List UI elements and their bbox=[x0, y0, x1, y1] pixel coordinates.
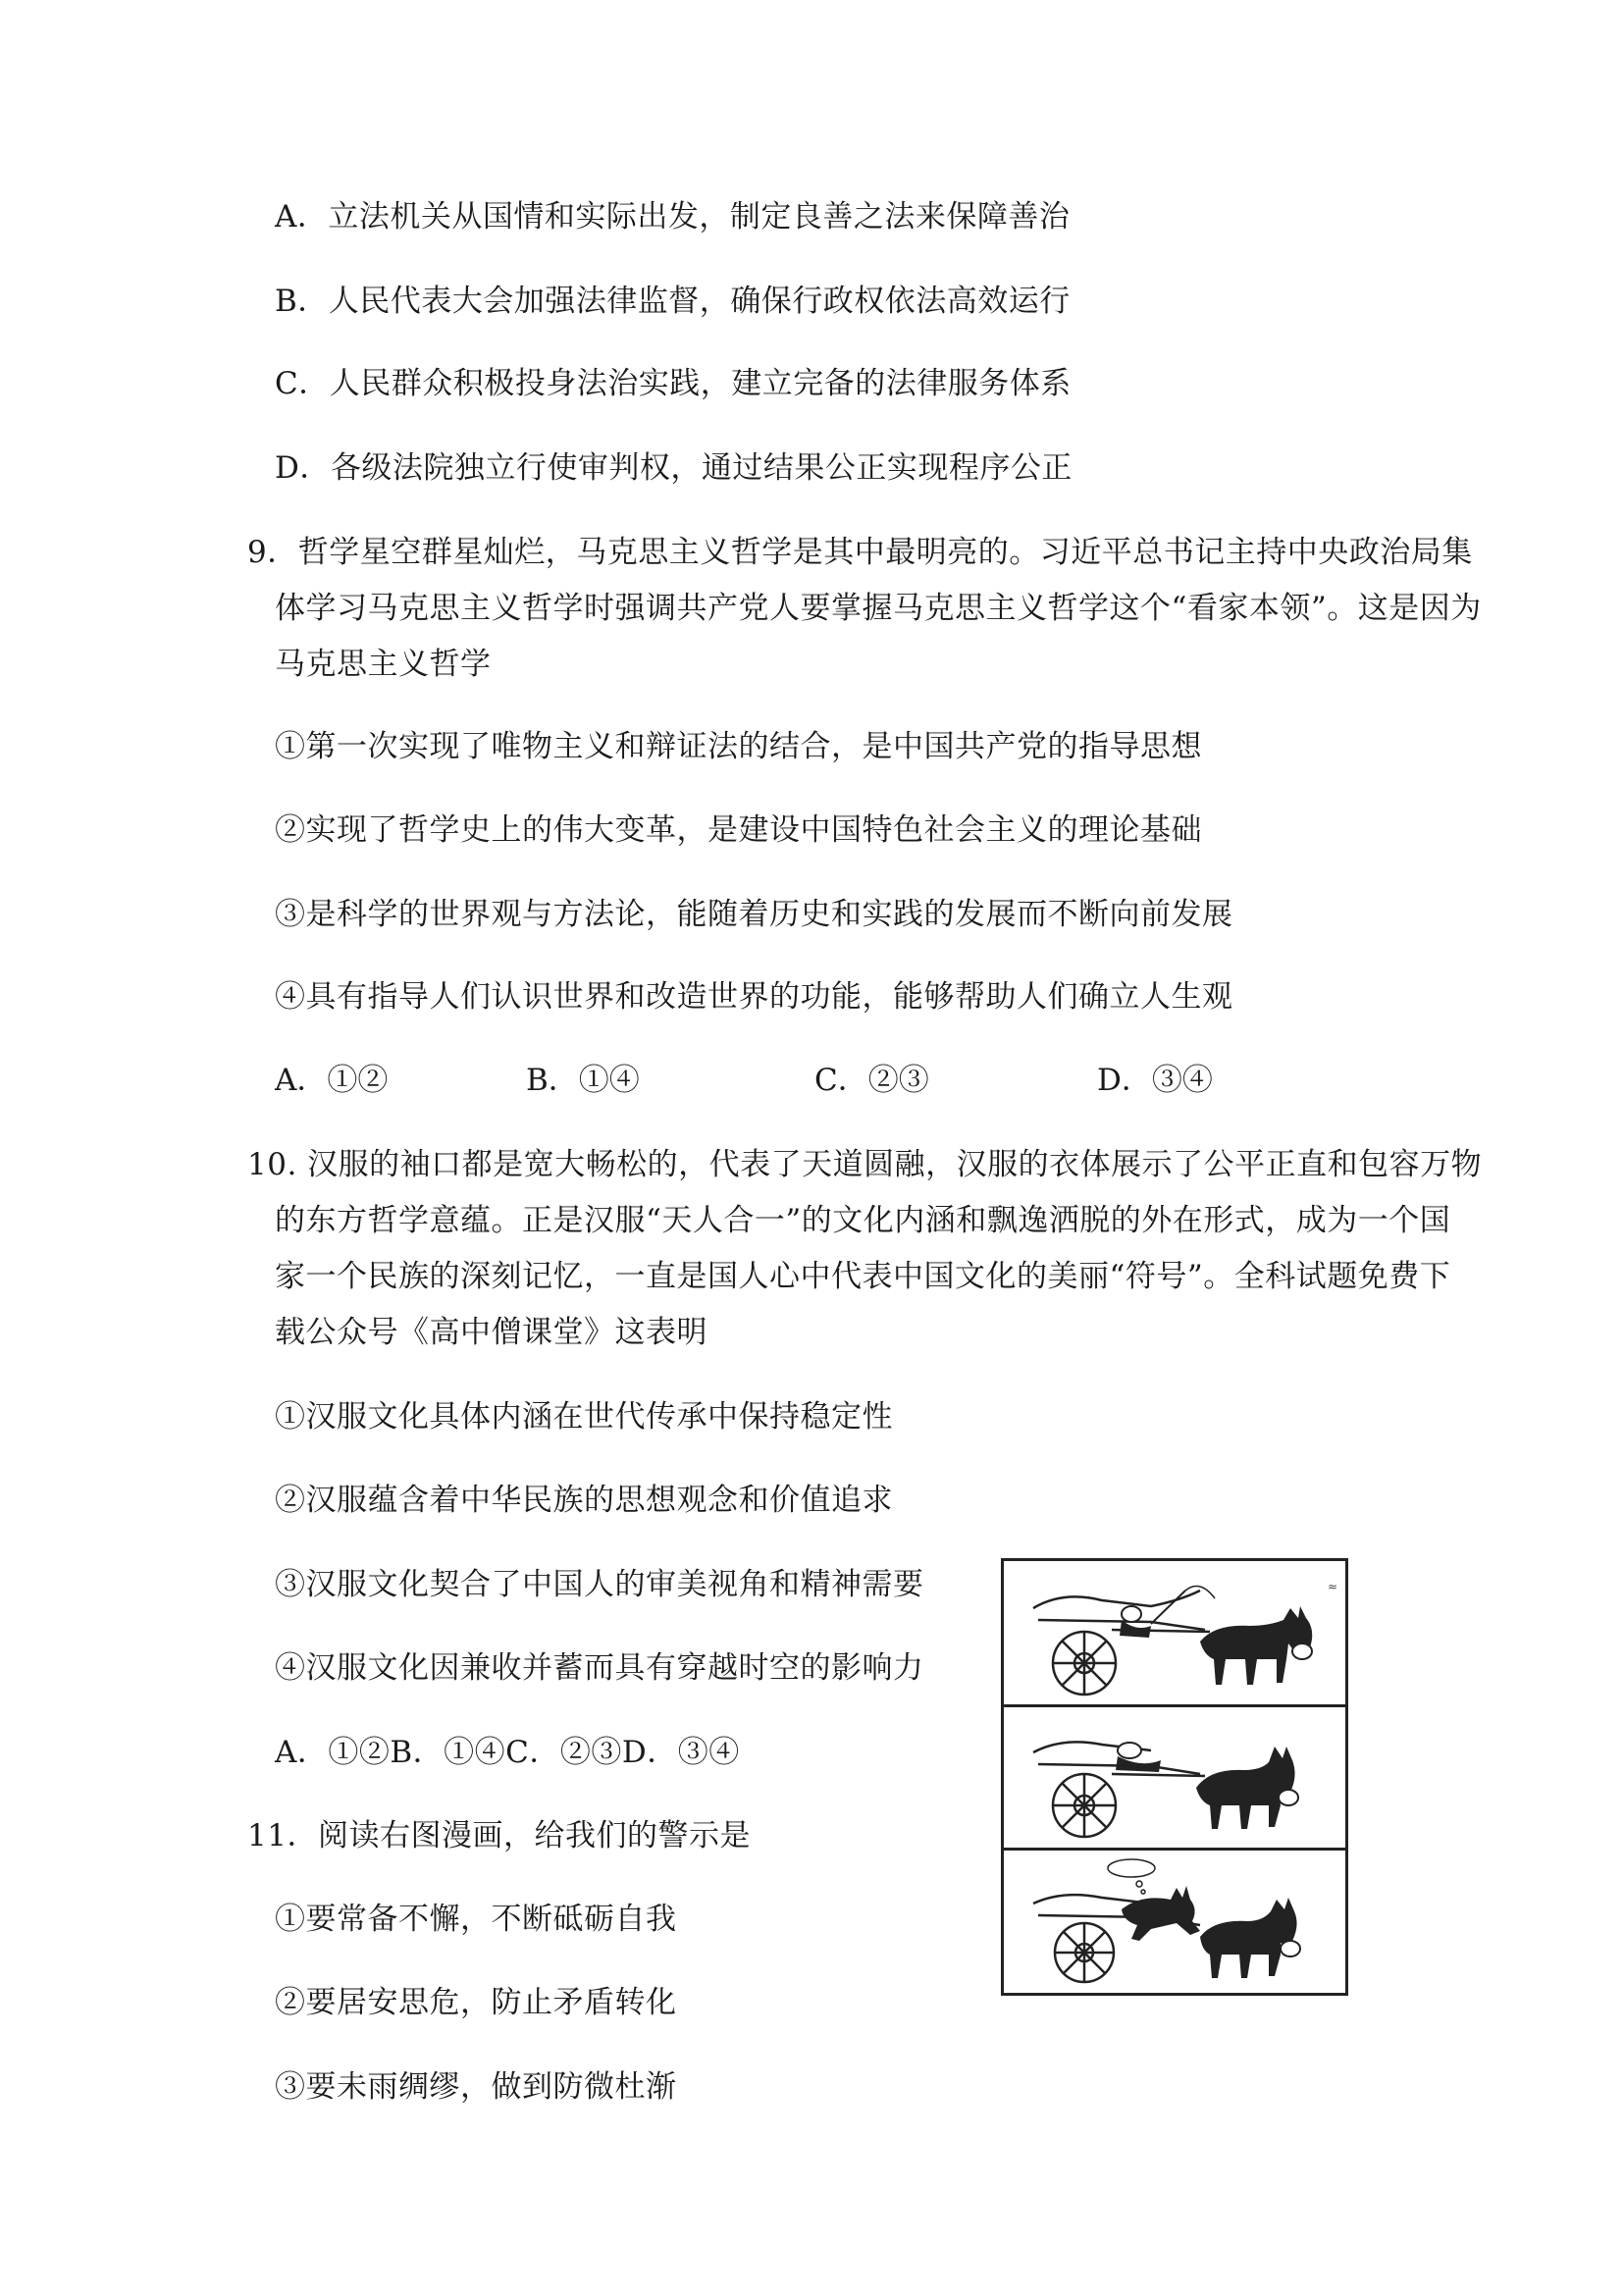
q9-statement-1: ①第一次实现了唯物主义和辩证法的结合，是中国共产党的指导思想 bbox=[275, 729, 1202, 764]
dream-bubble-icon bbox=[1108, 1859, 1155, 1894]
donkey-icon bbox=[1200, 1898, 1300, 1978]
q9-choice-d: D．③④ bbox=[1097, 1063, 1213, 1098]
q10-stem-line-1: 10. 汉服的袖口都是宽大畅松的，代表了天道圆融，汉服的衣体展示了公平正直和包容万物 bbox=[247, 1147, 1483, 1182]
q8-option-d: D．各级法院独立行使审判权，通过结果公正实现程序公正 bbox=[275, 450, 1073, 486]
panel-mark-1: ≈ bbox=[1328, 1580, 1338, 1593]
q9-stem-line-1: 9．哲学星空群星灿烂，马克思主义哲学是其中最明亮的。习近平总书记主持中央政治局集 bbox=[247, 535, 1473, 570]
q9-choices bbox=[0, 1061, 1623, 1100]
donkey-icon bbox=[1196, 1747, 1298, 1829]
q10-statement-1: ①汉服文化具体内涵在世代传承中保持稳定性 bbox=[275, 1399, 893, 1435]
q8-option-b: B．人民代表大会加强法律监督，确保行政权依法高效运行 bbox=[275, 284, 1071, 319]
q10-statement-4: ④汉服文化因兼收并蓄而具有穿越时空的影响力 bbox=[275, 1650, 924, 1686]
q11-statement-3: ③要未雨绸缪，做到防微杜渐 bbox=[275, 2069, 677, 2105]
q8-option-a: A．立法机关从国情和实际出发，制定良善之法来保障善治 bbox=[275, 199, 1071, 235]
q11-stem: 11．阅读右图漫画，给我们的警示是 bbox=[247, 1818, 751, 1853]
q9-statement-4: ④具有指导人们认识世界和改造世界的功能，能够帮助人们确立人生观 bbox=[275, 979, 1233, 1015]
donkey-on-cart-icon bbox=[1122, 1886, 1200, 1941]
comic-illustration bbox=[1001, 1558, 1348, 1996]
q9-choice-b: B．①④ bbox=[526, 1063, 640, 1098]
q10-statement-2: ②汉服蕴含着中华民族的思想观念和价值追求 bbox=[275, 1483, 893, 1518]
q9-stem-line-2: 体学习马克思主义哲学时强调共产党人要掌握马克思主义哲学这个“看家本领”。这是因为 bbox=[275, 591, 1482, 626]
cart-icon bbox=[1033, 1591, 1210, 1695]
comic-panel-2 bbox=[1004, 1707, 1345, 1848]
donkey-icon bbox=[1200, 1606, 1312, 1685]
sleeping-driver-icon bbox=[1116, 1743, 1161, 1772]
q10-choices: A．①②B．①④C．②③D．③④ bbox=[275, 1735, 740, 1770]
q10-stem-line-3: 家一个民族的深刻记忆，一直是国人心中代表中国文化的美丽“符号”。全科试题免费下 bbox=[275, 1259, 1451, 1294]
q8-option-c: C．人民群众积极投身法治实践，建立完备的法律服务体系 bbox=[275, 366, 1072, 401]
q9-statement-3: ③是科学的世界观与方法论，能随着历史和实践的发展而不断向前发展 bbox=[275, 897, 1233, 932]
q11-statement-2: ②要居安思危，防止矛盾转化 bbox=[275, 1985, 677, 2020]
comic-panel-3 bbox=[1004, 1851, 1345, 1993]
comic-panel-1 bbox=[1004, 1561, 1345, 1704]
q11-statement-1: ①要常备不懈，不断砥砺自我 bbox=[275, 1902, 677, 1937]
q10-stem-line-4: 载公众号《高中僧课堂》这表明 bbox=[275, 1315, 707, 1350]
q9-statement-2: ②实现了哲学史上的伟大变革，是建设中国特色社会主义的理论基础 bbox=[275, 812, 1202, 848]
q10-stem-line-2: 的东方哲学意蕴。正是汉服“天人合一”的文化内涵和飘逸洒脱的外在形式，成为一个国 bbox=[275, 1203, 1451, 1238]
q9-choice-a: A．①② bbox=[275, 1063, 389, 1098]
cart-icon bbox=[1033, 1742, 1205, 1837]
q9-stem-line-3: 马克思主义哲学 bbox=[275, 647, 492, 682]
q9-choice-c: C．②③ bbox=[814, 1063, 929, 1098]
q10-statement-3: ③汉服文化契合了中国人的审美视角和精神需要 bbox=[275, 1567, 924, 1602]
